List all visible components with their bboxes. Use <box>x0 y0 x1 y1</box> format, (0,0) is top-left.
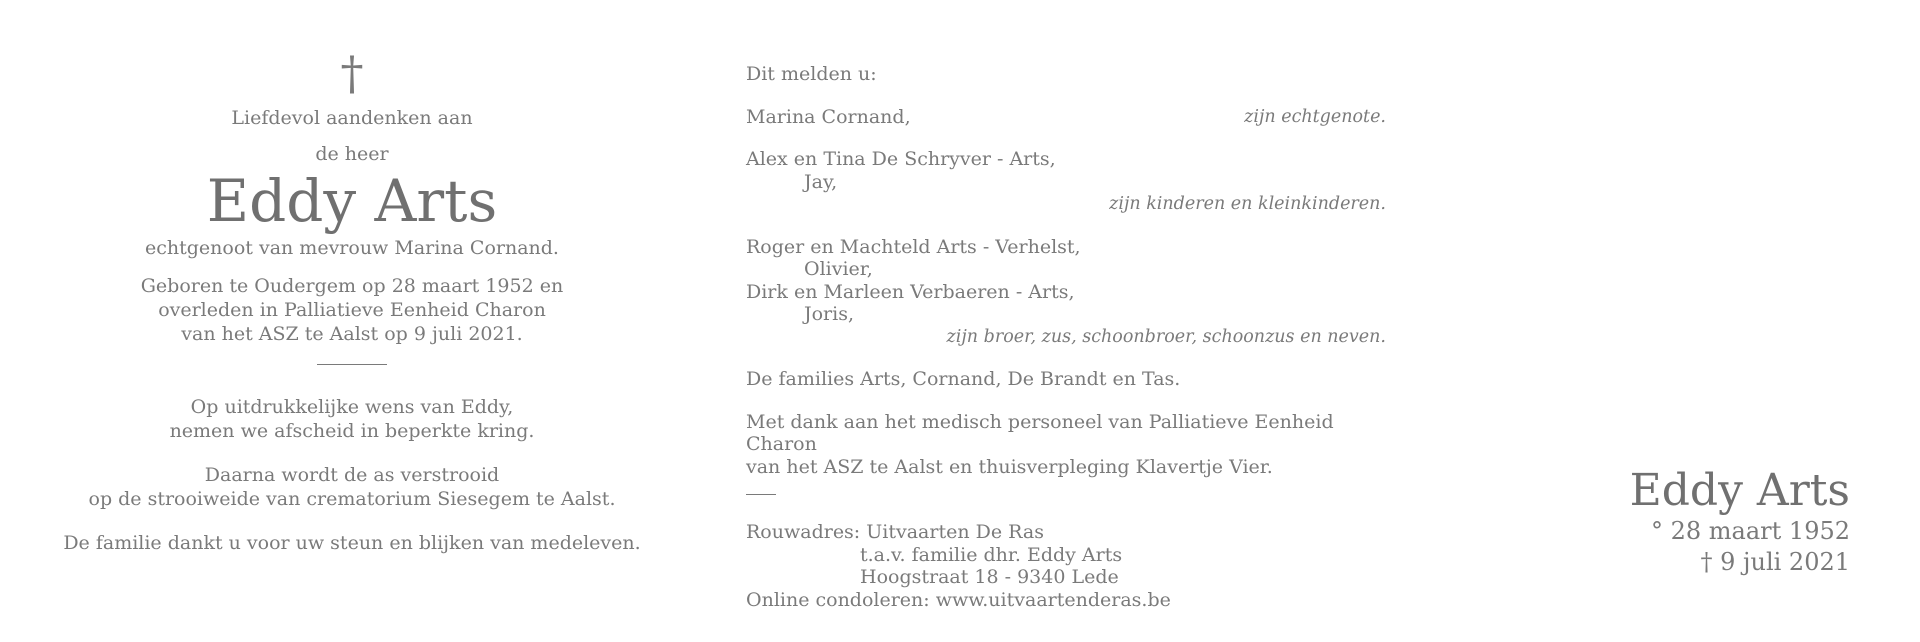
spouse-name: Marina Cornand, <box>746 105 911 128</box>
medical-thanks-line: van het ASZ te Aalst en thuisverpleging Klavertje Vier. <box>746 455 1273 478</box>
salutation: de heer <box>315 143 389 165</box>
wish-line: nemen we afscheid in beperkte kring. <box>169 420 535 442</box>
birth-death-line: overleden in Palliatieve Eenheid Charon <box>158 299 546 321</box>
medical-thanks-line: Met dank aan het medisch personeel van Palliatieve Eenheid Charon <box>746 410 1334 455</box>
siblings-block <box>746 236 1386 349</box>
family-member: Alex en Tina De Schryver - Arts, <box>746 148 1056 170</box>
family-member: Roger en Machteld Arts - Verhelst, <box>746 235 1081 258</box>
address-line: Hoogstraat 18 - 9340 Lede <box>860 566 1119 588</box>
birth-death-text <box>52 274 652 346</box>
wish-line: Op uitdrukkelijke wens van Eddy, <box>190 396 514 418</box>
family-member: Joris, <box>804 303 855 325</box>
mourning-address <box>746 521 1386 611</box>
announcement-column <box>52 46 652 555</box>
spouse-row <box>746 106 1386 129</box>
ashes-text <box>52 463 652 511</box>
address-line: t.a.v. familie dhr. Eddy Arts <box>860 543 1123 566</box>
deceased-name-small: Eddy Arts <box>1629 465 1850 516</box>
announce-heading: Dit melden u: <box>746 63 877 85</box>
birth-date: ° 28 maart 1952 <box>1651 517 1850 545</box>
death-date: † 9 juli 2021 <box>1700 548 1850 576</box>
siblings-relation: zijn broer, zus, schoonbroer, schoonzus en neven. <box>946 326 1386 347</box>
cross-icon: † <box>340 46 364 100</box>
address-label: Rouwadres: Uitvaarten De Ras <box>746 521 1044 543</box>
spouse-relation: zijn echtgenote. <box>1244 106 1386 127</box>
families-line: De families Arts, Cornand, De Brandt en Tas. <box>746 368 1181 390</box>
family-member: Olivier, <box>804 258 873 280</box>
divider <box>317 364 387 365</box>
medical-thanks <box>746 411 1386 479</box>
birth-death-line: van het ASZ te Aalst op 9 juli 2021. <box>181 323 523 345</box>
family-member: Jay, <box>804 170 838 193</box>
children-block <box>746 148 1386 216</box>
condolence-line: Online condoleren: www.uitvaartenderas.be <box>746 588 1171 611</box>
wish-text <box>52 395 652 443</box>
family-member: Dirk en Marleen Verbaeren - Arts, <box>746 280 1075 303</box>
birth-death-line: Geboren te Oudergem op 28 maart 1952 en <box>140 275 564 297</box>
intro-text: Liefdevol aandenken aan <box>231 107 473 129</box>
deceased-name: Eddy Arts <box>206 167 498 235</box>
family-column <box>746 63 1386 611</box>
ashes-line: op de strooiweide van crematorium Siesegem te Aalst. <box>88 488 616 510</box>
family-thanks: De familie dankt u voor uw steun en blijken van medeleven. <box>63 532 641 554</box>
children-relation: zijn kinderen en kleinkinderen. <box>1109 194 1386 214</box>
short-divider <box>746 494 776 495</box>
spouse-line: echtgenoot van mevrouw Marina Cornand. <box>145 237 559 259</box>
name-dates-block <box>1630 466 1850 578</box>
ashes-line: Daarna wordt de as verstrooid <box>204 464 500 486</box>
